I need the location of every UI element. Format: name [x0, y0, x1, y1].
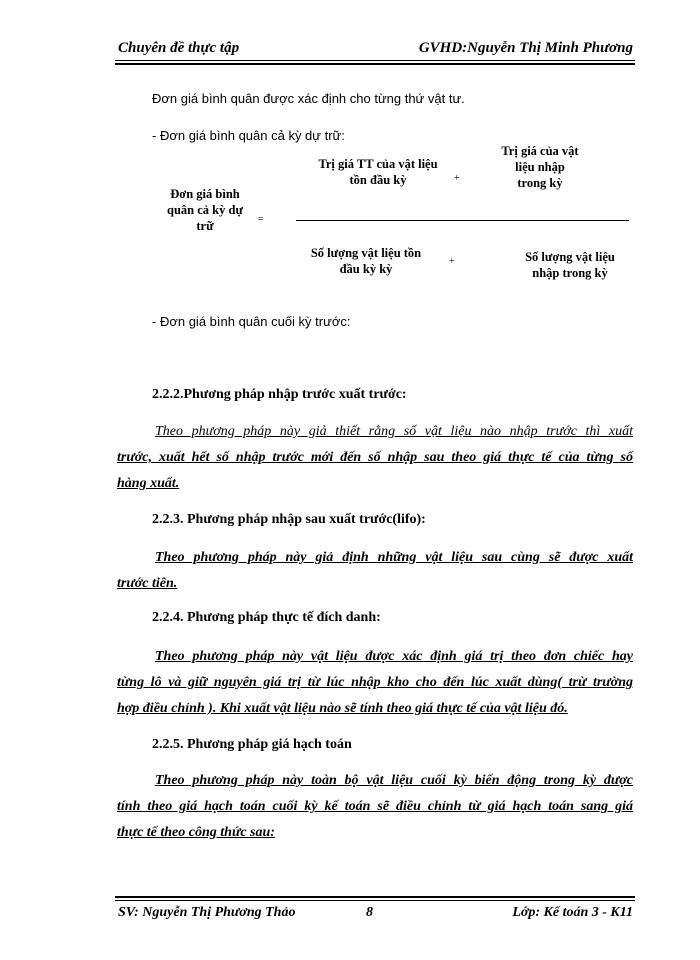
section-body-2-2-5: [117, 768, 633, 846]
prev-period-line: - Đơn giá bình quân cuối kỳ trước:: [152, 314, 351, 329]
formula-numerator-right: Trị giá của vật liệu nhập trong kỳ: [501, 144, 579, 190]
formula-lhs: Đơn giá bình quân cả kỳ dự trữ: [167, 187, 243, 233]
formula-equals: =: [258, 214, 264, 225]
section-heading-2-2-5: 2.2.5. Phương pháp giá hạch toán: [152, 737, 352, 752]
footer-student: SV: Nguyễn Thị Phương Thảo: [118, 905, 296, 920]
body-line: hợp điều chỉnh ). Khi xuất vật liệu nào sẽ tính theo giá thực tế của vật liệu đó.: [117, 701, 568, 716]
section-heading-2-2-4: 2.2.4. Phương pháp thực tế đích danh:: [152, 610, 381, 625]
body-line: thực tế theo công thức sau:: [117, 825, 275, 840]
body-line: trước tiên.: [117, 576, 178, 591]
formula-fraction-bar: [296, 220, 629, 221]
body-line: trước, xuất hết số nhập trước mới đến số nhập sau theo giá thực tế của từng số: [117, 450, 633, 465]
body-line: Theo phương pháp này giả định những vật liệu sau cùng sẽ được xuất: [155, 550, 633, 565]
header-rule-top: [115, 60, 635, 61]
body-line: Theo phương pháp này vật liệu được xác định giá trị theo đơn chiếc hay: [155, 649, 633, 664]
header-supervisor: GVHD:Nguyễn Thị Minh Phương: [418, 40, 633, 56]
footer-page-number: 8: [366, 905, 373, 920]
body-line: Theo phương pháp này giả thiết rằng số vật liệu nào nhập trước thì xuất: [155, 424, 633, 439]
section-heading-2-2-2: 2.2.2.Phương pháp nhập trước xuất trước:: [152, 387, 407, 402]
formula-denominator-plus: +: [449, 256, 455, 267]
section-body-2-2-4: [117, 644, 633, 722]
body-line: từng lô và giữ nguyên giá trị từ lúc nhập kho cho đến lúc xuất dùng( trừ trường: [117, 675, 633, 690]
footer-class: Lớp: Kế toán 3 - K11: [512, 905, 633, 920]
intro-line-2: - Đơn giá bình quân cả kỳ dự trữ:: [152, 128, 345, 143]
body-line: hàng xuất.: [117, 476, 180, 491]
formula-denominator-left: Số lượng vật liệu tồn đầu kỳ kỳ: [310, 246, 422, 276]
formula-numerator-plus: +: [454, 173, 460, 184]
body-line: Theo phương pháp này toàn bộ vật liệu cuối kỳ biến động trong kỳ được: [155, 773, 633, 788]
section-body-2-2-2: [117, 419, 633, 497]
formula-denominator-right: Số lượng vật liệu nhập trong kỳ: [525, 250, 615, 280]
section-heading-2-2-3: 2.2.3. Phương pháp nhập sau xuất trước(lifo):: [152, 512, 426, 527]
formula-numerator-left: Trị giá TT của vật liệu tồn đầu kỳ: [318, 157, 438, 187]
footer-rule-bottom: [115, 900, 635, 901]
intro-line-1: Đơn giá bình quân được xác định cho từng thứ vật tư.: [152, 91, 465, 106]
section-body-2-2-3: [117, 545, 633, 597]
footer-rule-top: [115, 896, 635, 898]
header-rule-bottom: [115, 63, 635, 65]
body-line: tính theo giá hạch toán cuối kỳ kế toán sẽ điều chỉnh từ giá hạch toán sang giá: [117, 799, 633, 814]
header-title-left: Chuyên đề thực tập: [118, 40, 240, 56]
